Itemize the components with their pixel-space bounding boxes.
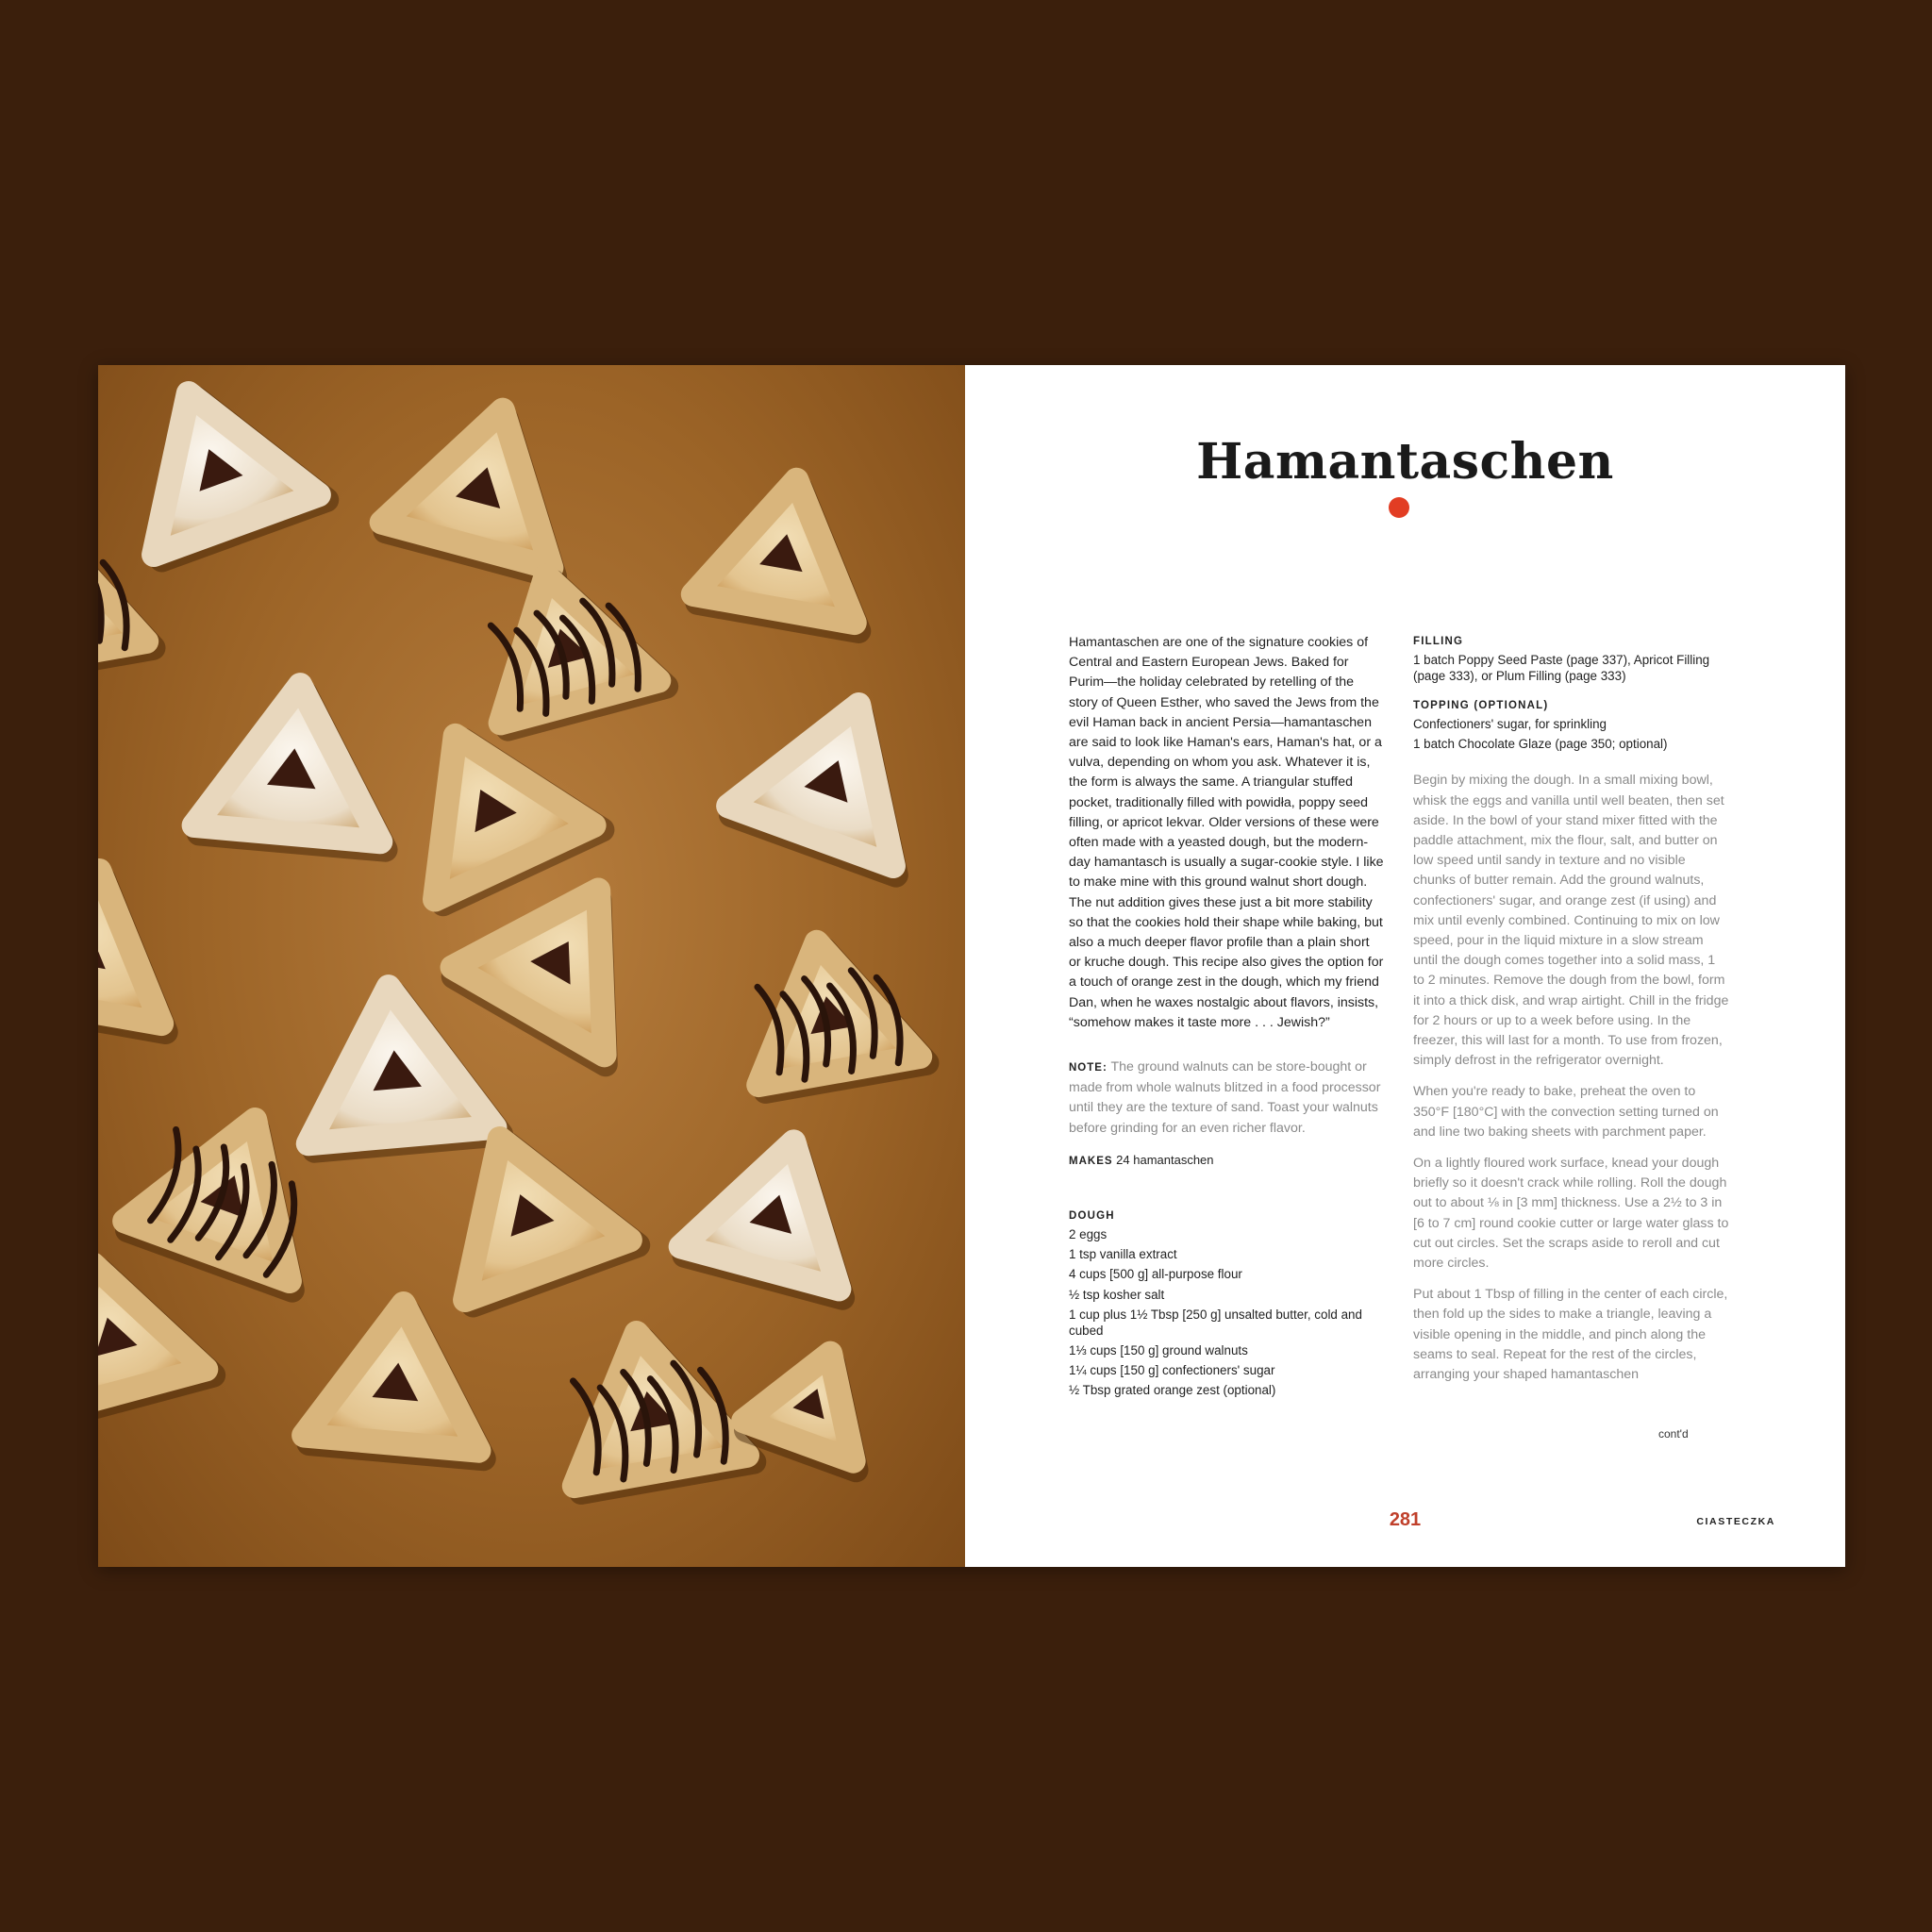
cookie-shape [295, 978, 501, 1151]
accent-dot [1389, 497, 1409, 518]
page-number: 281 [1389, 1509, 1422, 1530]
book-spread [98, 365, 1845, 1567]
cookie-shape [725, 675, 946, 874]
ingredient-filling-1: 1 batch Poppy Seed Paste (page 337), Apricot Filling (page 333), or Plum Filling (page 333) [1413, 653, 1710, 683]
cookie-shape [691, 466, 882, 631]
makes-text: 24 hamantaschen [1116, 1152, 1214, 1167]
ingredient-dough-6: 1⅓ cups [150 g] ground walnuts [1069, 1342, 1248, 1357]
cookie-shape [98, 856, 192, 1032]
cookie-shape [467, 553, 666, 730]
note-paragraph [1069, 1058, 1385, 1139]
cookie-shape [98, 1241, 213, 1419]
cookie-shape [741, 1333, 891, 1470]
ingredient-dough-4: ½ tsp kosher salt [1069, 1287, 1165, 1302]
ingredient-dough-5: 1 cup plus 1½ Tbsp [250 g] unsalted butter, cold and cubed [1069, 1307, 1362, 1338]
dough-heading: DOUGH [1069, 1210, 1115, 1223]
right-column [1413, 633, 1729, 1396]
ingredient-dough-1: 2 eggs [1069, 1227, 1108, 1242]
ingredient-dough-2: 1 tsp vanilla extract [1069, 1247, 1177, 1262]
ingredient-dough-7: 1¼ cups [150 g] confectioners' sugar [1069, 1363, 1275, 1378]
ingredient-dough-8: ½ Tbsp grated orange zest (optional) [1069, 1383, 1276, 1398]
left-column [1069, 633, 1385, 1401]
ingredient-dough-3: 4 cups [500 g] all-purpose flour [1069, 1267, 1242, 1282]
running-head: CIASTECZKA [1696, 1516, 1775, 1527]
method-step-1: Begin by mixing the dough. In a small mixing bowl, whisk the eggs and vanilla until well beaten, then set aside. In the bowl of your stand mixer fitted with the paddle attachment, mix the flour, salt, and butter on low speed until sandy in texture and no visible chunks of butter remain. Add the ground walnuts, confectioners' sugar, and orange zest (if using) and mix until evenly combined. Continuing to mix on low speed, pour in the liquid mixture in a slow stream until the dough comes together into a solid mass, 1 to 2 minutes. Remove the dough from the bowl, form it into a thick disk, and wrap airtight. Chill in the fridge for 2 hours or up to a week before using. In the freezer, this will last for a month. To use from frozen, simply defrost in the refrigerator overnight. [1413, 773, 1729, 1069]
cookie-shape [679, 1121, 878, 1298]
cookie-tray-illustration [98, 365, 965, 1567]
method-step-2: When you're ready to bake, preheat the oven to 350°F [180°C] with the convection setting turned on and line two baking sheets with parchment paper. [1413, 1084, 1719, 1140]
cookie-shape [375, 696, 602, 907]
cookie-shape [98, 512, 153, 677]
filling-heading: FILLING [1413, 636, 1464, 647]
recipe-page [965, 365, 1845, 1567]
method-step-3: On a lightly floured work surface, knead your dough briefly so it doesn't crack while rolling. Roll the dough out to about ⅛ in [3 mm] thickness. Use a 2½ to 3 in [6 to 7 cm] round cookie cutter or large water glass to cut out circles. Set the scraps aside to reroll and cut more circles. [1413, 1156, 1729, 1272]
cookie-shape [303, 1296, 496, 1458]
note-text: The ground walnuts can be store-bought or made from whole walnuts blitzed in a food processor until they are the texture of sand. Toast your walnuts before grinding for an even richer flavor. [1069, 1059, 1381, 1136]
cookie-shape [193, 676, 399, 849]
recipe-title: Hamantaschen [1196, 433, 1614, 491]
ingredient-topping-1: Confectioners' sugar, for sprinkling [1413, 717, 1607, 731]
continued-marker: cont'd [1658, 1427, 1689, 1441]
makes-label: MAKES [1069, 1155, 1113, 1167]
intro-paragraph: Hamantaschen are one of the signature cookies of Central and Eastern European Jews. Baked for Purim—the holiday celebrated by retelling of the story of Queen Esther, who saved the Jews from the evil Haman back in ancient Persia—hamantaschen are said to look like Haman's ears, Haman's hat, or a vulva, depending on whom you ask. Whatever it is, the form is always the same. A triangular stuffed pocket, traditionally filled with powidła, poppy seed filling, or apricot lekvar. Older versions of these were often made with a yeasted dough, but the modern-day hamantasch is usually a sugar-cookie style. I like to make mine with this ground walnut short dough. The nut addition gives these just a bit more stability so that the cookies hold their shape while baking, but also a much deeper flavor profile than a plain short or kruche dough. This recipe also gives the option for a touch of orange zest in the dough, which my friend Dan, when he waxes nostalgic about flavors, insists, “somehow makes it taste more . . . Jewish?” [1069, 635, 1384, 1030]
cookie-shape [380, 388, 593, 577]
topping-heading: TOPPING (OPTIONAL) [1413, 700, 1549, 711]
cookie-shape [736, 927, 926, 1092]
hamantaschen-photo [98, 365, 965, 1567]
cookie-shape [106, 365, 326, 562]
ingredient-topping-2: 1 batch Chocolate Glaze (page 350; optional) [1413, 737, 1668, 752]
method-step-4: Put about 1 Tbsp of filling in the center of each circle, then fold up the sides to make a triangle, leaving a visible opening in the middle, and pinch along the seams to seal. Repeat for the rest of the circles, arranging your shaped hamantaschen [1413, 1287, 1728, 1383]
cookie-shape [550, 1317, 754, 1493]
yield [1069, 1150, 1385, 1172]
note-label: NOTE: [1069, 1062, 1108, 1074]
